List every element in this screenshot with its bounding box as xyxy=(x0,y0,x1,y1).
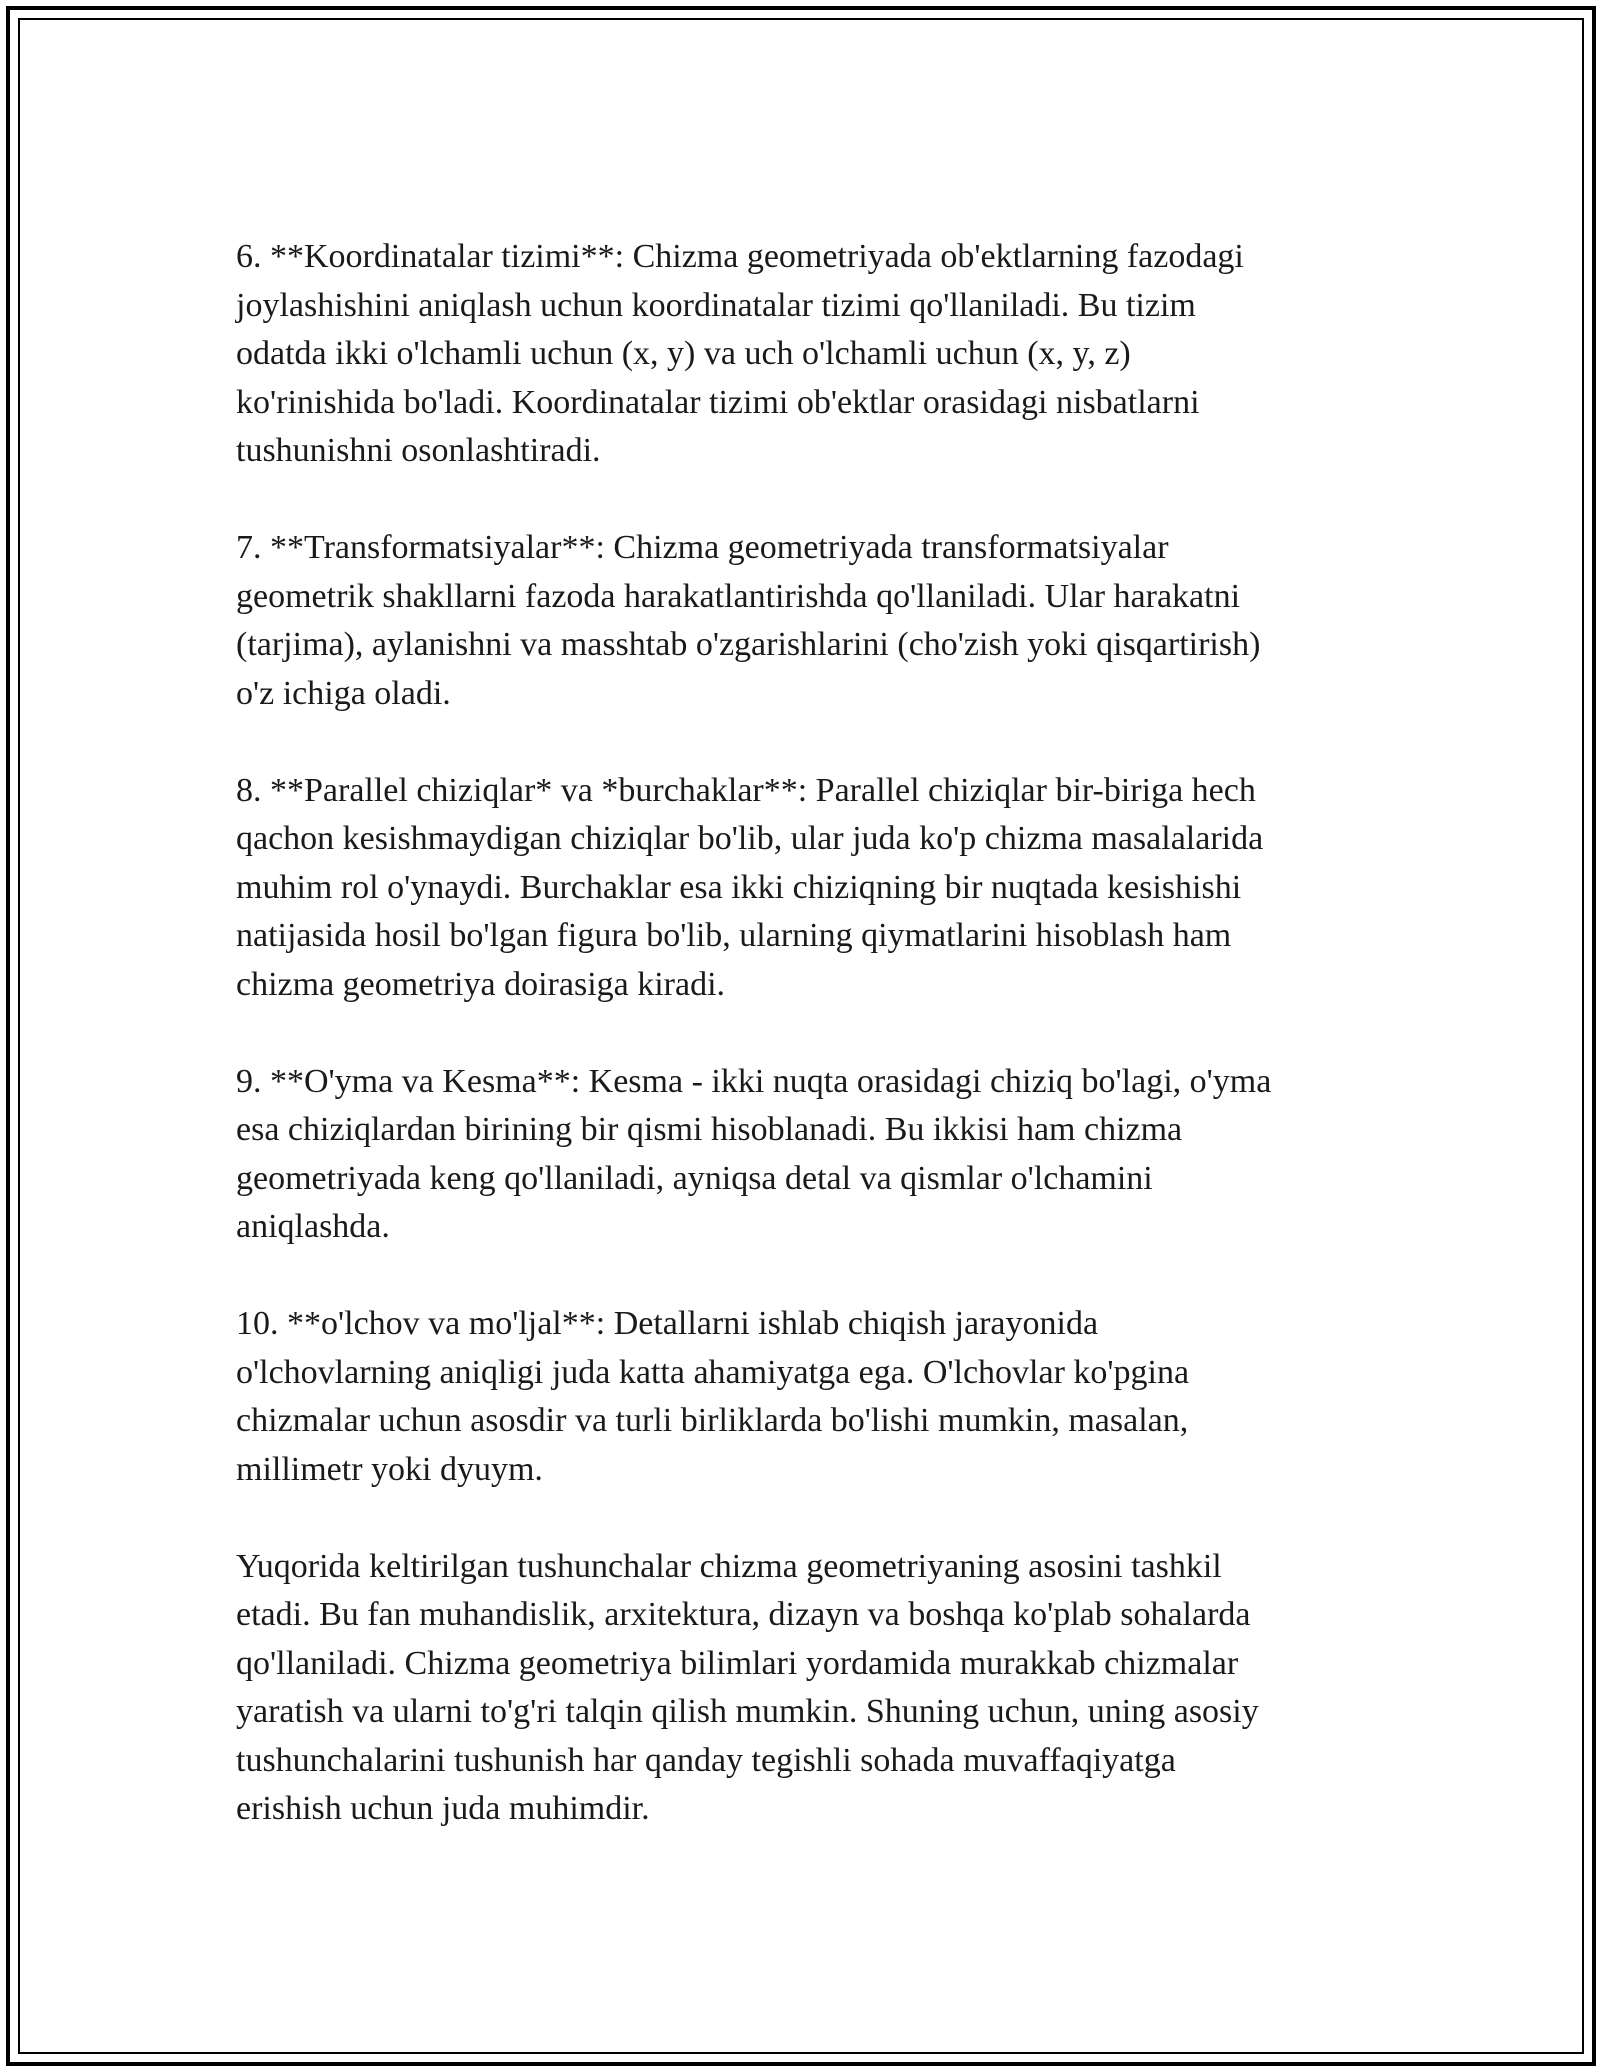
paragraph-conclusion: Yuqorida keltirilgan tushunchalar chizma geometriyaning asosini tashkil etadi. Bu fan muhandislik, arxitektura, dizayn va boshqa ko'plab sohalarda qo'llaniladi. Chizma geometriya bilimlari yordamida murakkab chizmalar yaratish va ularni to'g'ri talqin qilish mumkin. Shuning uchun, uning asosiy tushunchalarini tushunish har qanday tegishli sohada muvaffaqiyatga erishish uchun juda muhimdir. xyxy=(236,1547,1259,1827)
paragraph-koordinatalar-tizimi: 6. **Koordinatalar tizimi**: Chizma geometriyada ob'ektlarning fazodagi joylashishini aniqlash uchun koordinatalar tizimi qo'llaniladi. Bu tizim odatda ikki o'lchamli uchun (x, y) va uch o'lchamli uchun (x, y, z) ko'rinishida bo'ladi. Koordinatalar tizimi ob'ektlar orasidagi nisbatlarni tushunishni osonlashtiradi. xyxy=(236,238,1244,469)
paragraph-parallel-chiziqlar: 8. **Parallel chiziqlar* va *burchaklar**: Parallel chiziqlar bir-biriga hech qachon kesishmaydigan chiziqlar bo'lib, ular juda ko'p chizma masalalarida muhim rol o'ynaydi. Burchaklar esa ikki chiziqning bir nuqtada kesishishi natijasida hosil bo'lgan figura bo'lib, ularning qiymatlarini hisoblash ham chizma geometriya doirasiga kiradi. xyxy=(236,771,1264,1003)
paragraph-olchov-va-moljal: 10. **o'lchov va mo'ljal**: Detallarni ishlab chiqish jarayonida o'lchovlarning aniqligi juda katta ahamiyatga ega. O'lchovlar ko'pgina chizmalar uchun asosdir va turli birliklarda bo'lishi mumkin, masalan, millimetr yoki dyuym. xyxy=(236,1305,1190,1488)
paragraph-transformatsiyalar: 7. **Transformatsiyalar**: Chizma geometriyada transformatsiyalar geometrik shakllarni fazoda harakatlantirishda qo'llaniladi. Ular harakatni (tarjima), aylanishni va masshtab o'zgarishlarini (cho'zish yoki qisqartirish) o'z ichiga oladi. xyxy=(236,529,1261,712)
paragraph-oyma-va-kesma: 9. **O'yma va Kesma**: Kesma - ikki nuqta orasidagi chiziq bo'lagi, o'yma esa chiziqlardan birining bir qismi hisoblanadi. Bu ikkisi ham chizma geometriyada keng qo'llaniladi, ayniqsa detal va qismlar o'lchamini aniqlashda. xyxy=(236,1062,1272,1245)
document-body xyxy=(236,233,1366,1834)
